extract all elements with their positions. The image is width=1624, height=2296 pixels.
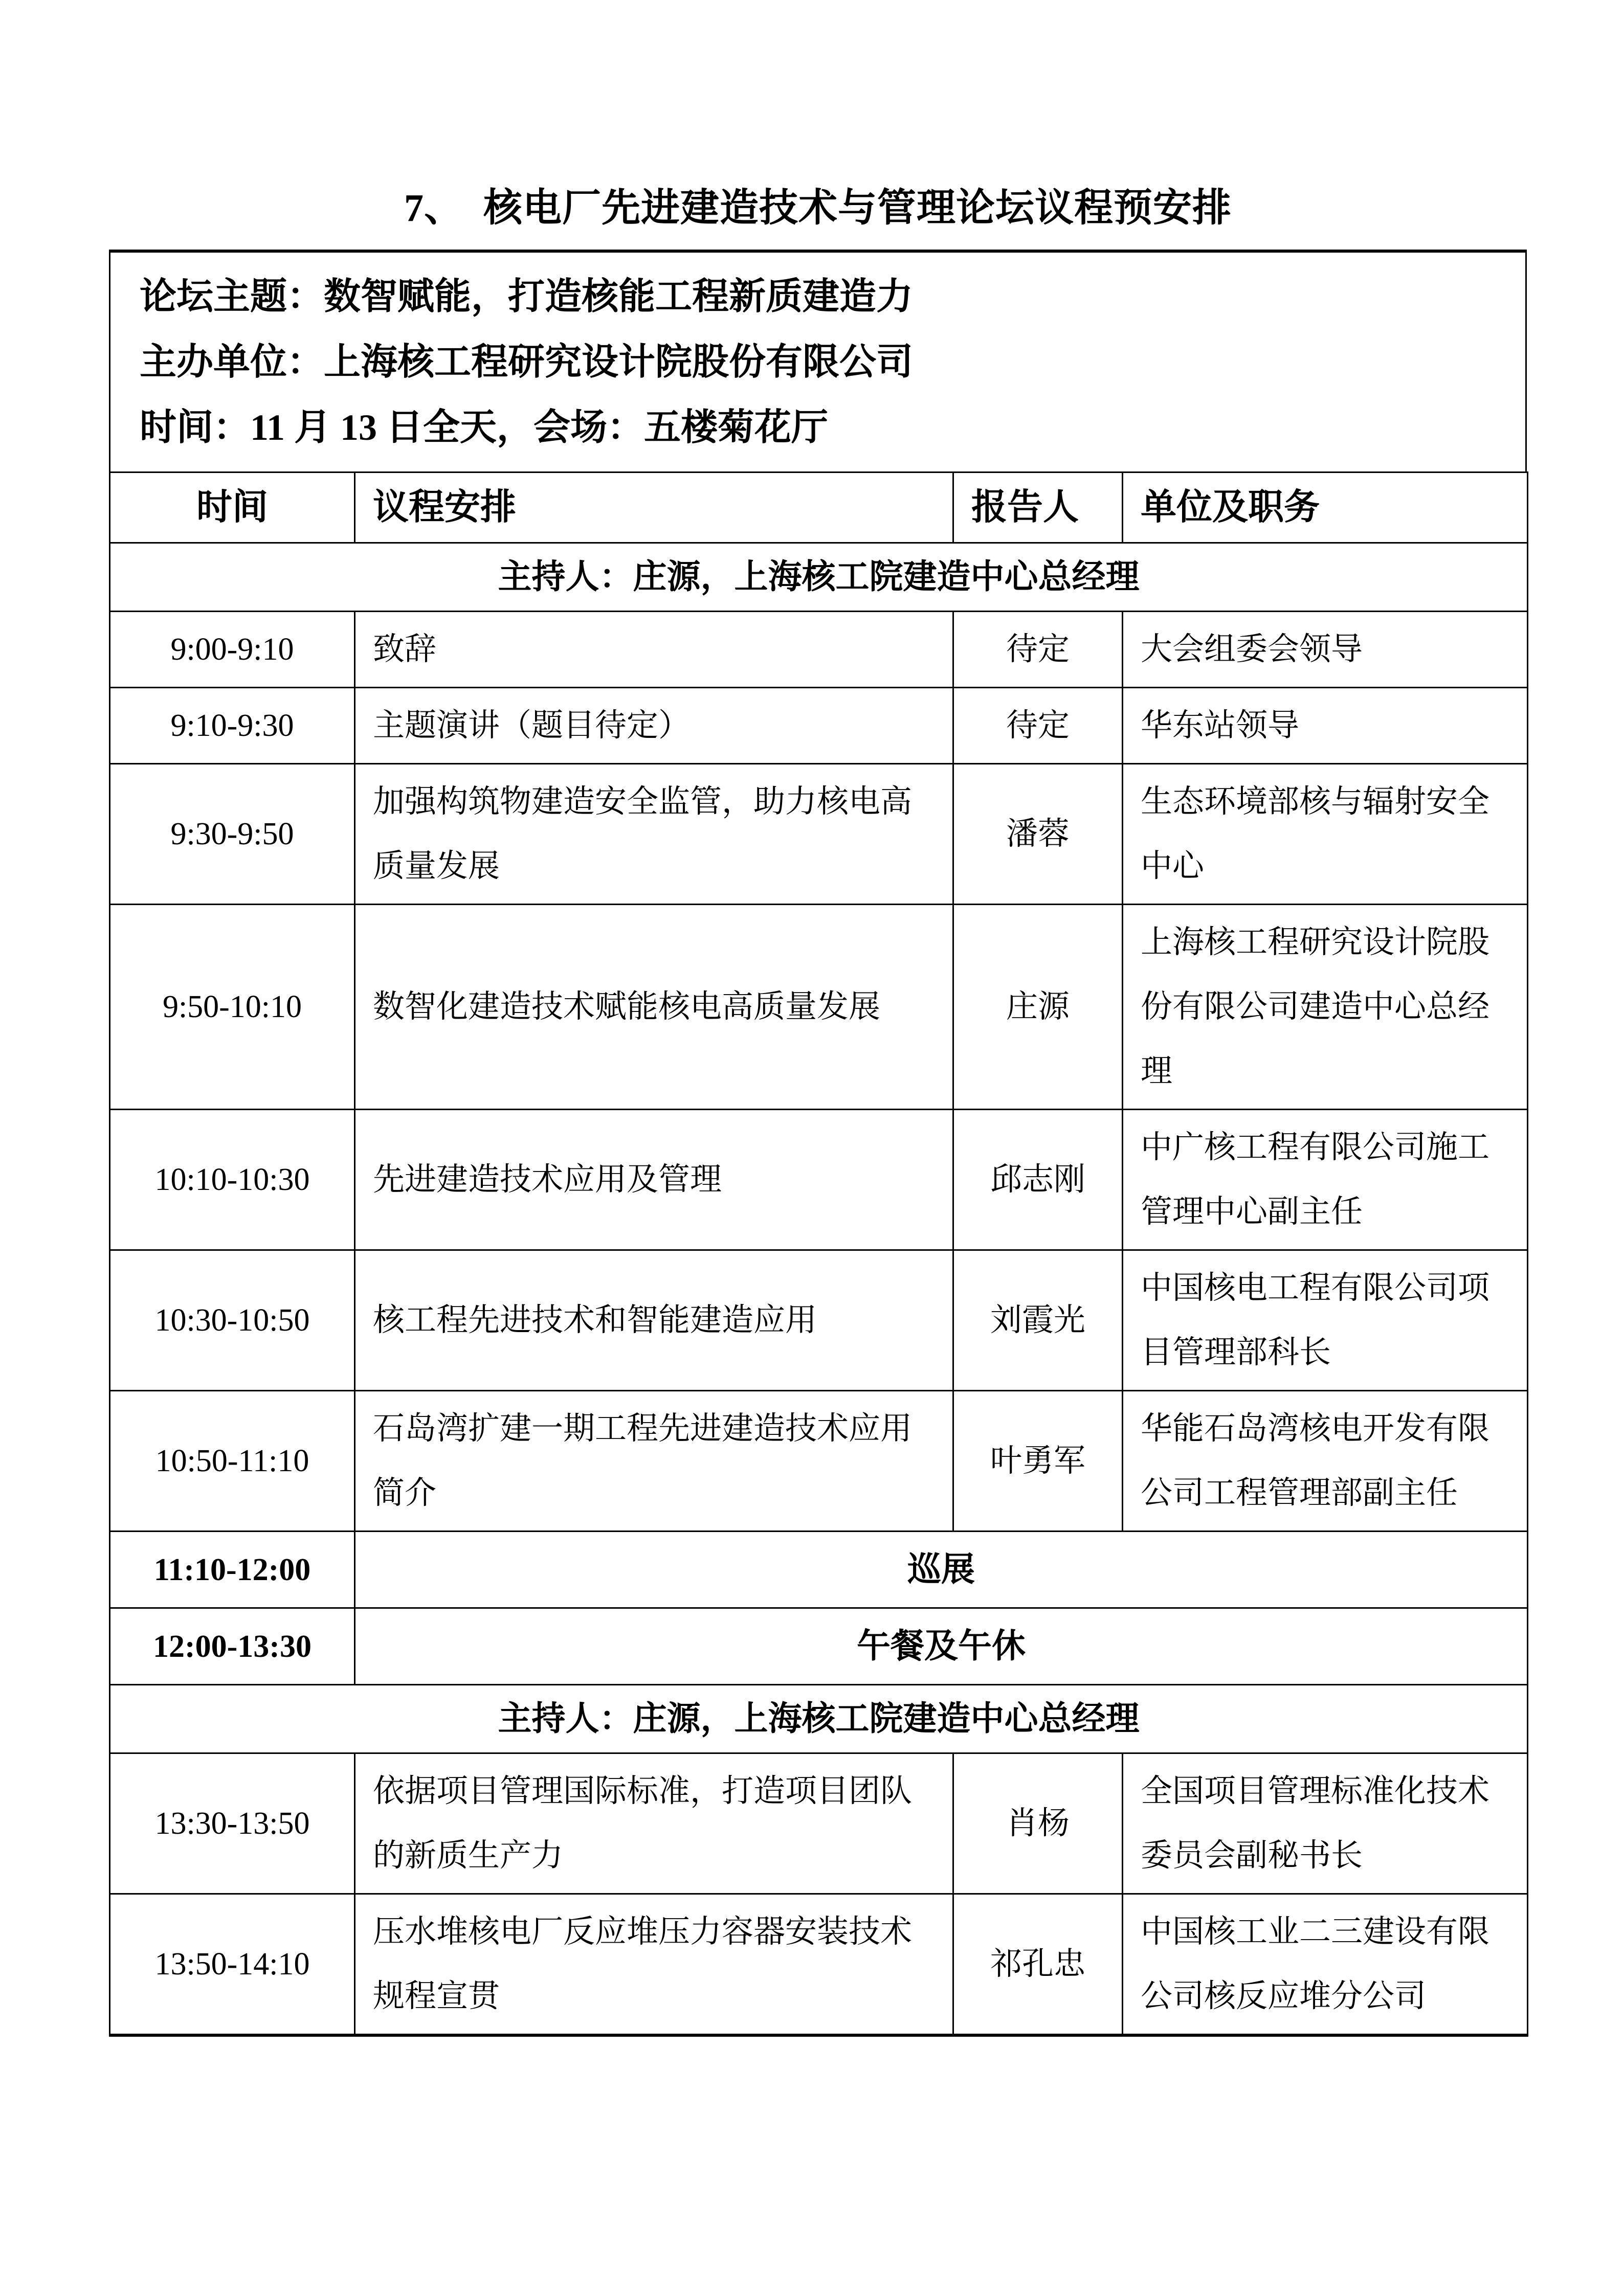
agenda-cell: 核工程先进技术和智能建造应用 [355, 1250, 953, 1391]
session-row [110, 764, 1528, 905]
table-header-row [110, 472, 1528, 543]
page-title: 7、 核电厂先进建造技术与管理论坛议程预安排 [404, 187, 1232, 230]
forum-info-box [109, 250, 1527, 471]
speaker-cell: 祁孔忠 [953, 1894, 1123, 2036]
time-cell: 10:50-11:10 [110, 1391, 355, 1532]
session-row [110, 1391, 1528, 1532]
org-cell: 全国项目管理标准化技术委员会副秘书长 [1123, 1753, 1528, 1894]
moderator-row [110, 1685, 1528, 1753]
org-cell: 大会组委会领导 [1123, 612, 1528, 688]
info-line-time-venue: 时间：11 月 13 日全天，会场：五楼菊花厅 [140, 407, 829, 448]
break-row [110, 1608, 1528, 1685]
session-row [110, 1250, 1528, 1391]
time-cell: 9:30-9:50 [110, 764, 355, 905]
time-cell: 11:10-12:00 [110, 1532, 355, 1608]
info-line-theme: 论坛主题：数智赋能，打造核能工程新质建造力 [140, 276, 914, 317]
speaker-cell: 刘霞光 [953, 1250, 1123, 1391]
org-cell: 中广核工程有限公司施工管理中心副主任 [1123, 1110, 1528, 1250]
time-cell: 13:30-13:50 [110, 1753, 355, 1894]
moderator-label: 主持人：庄源，上海核工院建造中心总经理 [110, 1685, 1528, 1753]
speaker-cell: 肖杨 [953, 1753, 1123, 1894]
agenda-cell: 石岛湾扩建一期工程先进建造技术应用简介 [355, 1391, 953, 1532]
org-cell: 华东站领导 [1123, 688, 1528, 764]
session-row [110, 1894, 1528, 2036]
session-row [110, 1110, 1528, 1250]
moderator-row [110, 543, 1528, 612]
time-cell: 9:00-9:10 [110, 612, 355, 688]
org-cell: 上海核工程研究设计院股份有限公司建造中心总经理 [1123, 905, 1528, 1110]
break-row [110, 1532, 1528, 1608]
org-cell: 中国核工业二三建设有限公司核反应堆分公司 [1123, 1894, 1528, 2036]
agenda-cell: 依据项目管理国际标准，打造项目团队的新质生产力 [355, 1753, 953, 1894]
column-header-time: 时间 [110, 472, 355, 543]
speaker-cell: 待定 [953, 688, 1123, 764]
time-cell: 13:50-14:10 [110, 1894, 355, 2036]
speaker-cell: 庄源 [953, 905, 1123, 1110]
agenda-cell: 数智化建造技术赋能核电高质量发展 [355, 905, 953, 1110]
agenda-cell: 主题演讲（题目待定） [355, 688, 953, 764]
org-cell: 中国核电工程有限公司项目管理部科长 [1123, 1250, 1528, 1391]
column-header-agenda: 议程安排 [355, 472, 953, 543]
column-header-speaker: 报告人 [953, 472, 1123, 543]
org-cell: 生态环境部核与辐射安全中心 [1123, 764, 1528, 905]
speaker-cell: 邱志刚 [953, 1110, 1123, 1250]
agenda-cell: 压水堆核电厂反应堆压力容器安装技术规程宣贯 [355, 1894, 953, 2036]
document-content [109, 0, 1527, 2037]
time-cell: 12:00-13:30 [110, 1608, 355, 1685]
time-cell: 9:50-10:10 [110, 905, 355, 1110]
session-row [110, 1753, 1528, 1894]
column-header-org: 单位及职务 [1123, 472, 1528, 543]
schedule-table [109, 471, 1528, 2037]
speaker-cell: 待定 [953, 612, 1123, 688]
break-label-cell: 午餐及午休 [355, 1608, 1528, 1685]
break-label-cell: 巡展 [355, 1532, 1528, 1608]
agenda-cell: 加强构筑物建造安全监管，助力核电高质量发展 [355, 764, 953, 905]
speaker-cell: 潘蓉 [953, 764, 1123, 905]
agenda-cell: 致辞 [355, 612, 953, 688]
session-row [110, 905, 1528, 1110]
speaker-cell: 叶勇军 [953, 1391, 1123, 1532]
time-cell: 10:30-10:50 [110, 1250, 355, 1391]
session-row [110, 688, 1528, 764]
moderator-label: 主持人：庄源，上海核工院建造中心总经理 [110, 543, 1528, 612]
time-cell: 10:10-10:30 [110, 1110, 355, 1250]
agenda-cell: 先进建造技术应用及管理 [355, 1110, 953, 1250]
org-cell: 华能石岛湾核电开发有限公司工程管理部副主任 [1123, 1391, 1528, 1532]
info-line-organizer: 主办单位：上海核工程研究设计院股份有限公司 [140, 342, 914, 382]
time-cell: 9:10-9:30 [110, 688, 355, 764]
session-row [110, 612, 1528, 688]
